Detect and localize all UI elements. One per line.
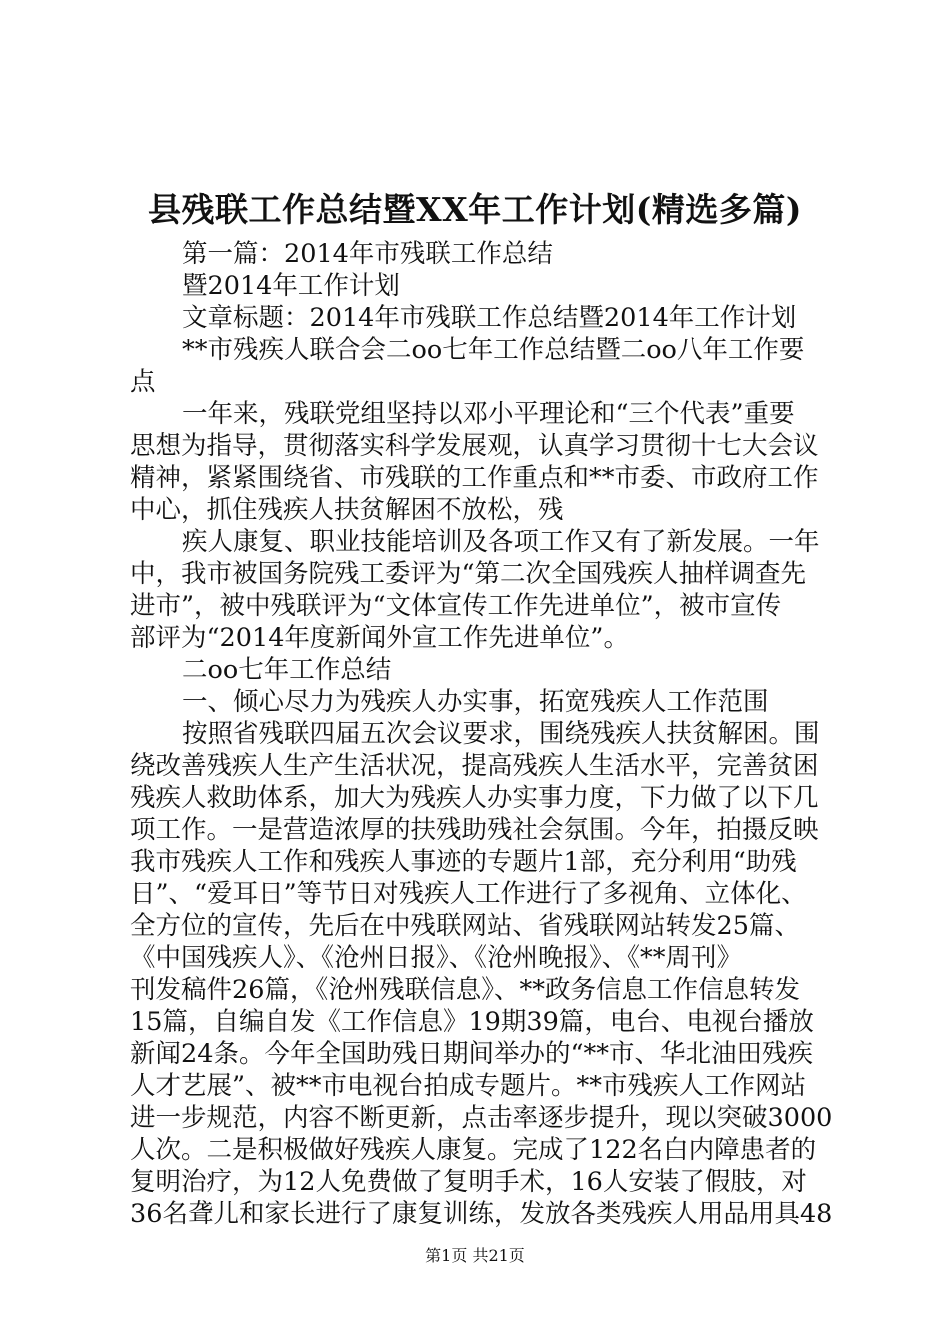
text-line: 二oo七年工作总结 xyxy=(182,655,392,685)
text-line: 复明治疗，为12人免费做了复明手术，16人安装了假肢，对 xyxy=(130,1167,807,1197)
text-line: 第一篇：2014年市残联工作总结 xyxy=(182,239,553,269)
text-line: 疾人康复、职业技能培训及各项工作又有了新发展。一年 xyxy=(182,527,820,557)
text-line: 暨2014年工作计划 xyxy=(182,271,400,301)
text-line: 15篇，自编自发《工作信息》19期39篇，电台、电视台播放 xyxy=(130,1007,814,1037)
text-line: 部评为“2014年度新闻外宣工作先进单位”。 xyxy=(130,623,629,653)
document-title: 县残联工作总结暨XX年工作计划(精选多篇) xyxy=(148,190,802,229)
text-line: 文章标题：2014年市残联工作总结暨2014年工作计划 xyxy=(182,303,797,333)
text-line: 一年来，残联党组坚持以邓小平理论和“三个代表”重要 xyxy=(182,399,795,429)
text-line: 一、倾心尽力为残疾人办实事，拓宽残疾人工作范围 xyxy=(182,687,769,717)
text-line: 日”、“爱耳日”等节日对残疾人工作进行了多视角、立体化、 xyxy=(130,879,807,909)
text-line: **市残疾人联合会二oo七年工作总结暨二oo八年工作要 xyxy=(182,335,805,365)
text-line: 进市”，被中残联评为“文体宣传工作先进单位”，被市宣传 xyxy=(130,591,782,621)
text-line: 绕改善残疾人生产生活状况，提高残疾人生活水平，完善贫困 xyxy=(130,751,819,781)
text-line: 人次。二是积极做好残疾人康复。完成了122名白内障患者的 xyxy=(130,1135,817,1165)
text-line: 残疾人救助体系，加大为残疾人办实事力度，下力做了以下几 xyxy=(130,783,819,813)
text-line: 中心，抓住残疾人扶贫解困不放松，残 xyxy=(130,495,564,525)
text-line: 刊发稿件26篇，《沧州残联信息》、**政务信息工作信息转发 xyxy=(130,975,800,1005)
text-line: 进一步规范，内容不断更新，点击率逐步提升，现以突破3000 xyxy=(130,1103,833,1133)
text-line: 人才艺展”、被**市电视台拍成专题片。**市残疾人工作网站 xyxy=(130,1071,807,1101)
text-line: 项工作。一是营造浓厚的扶残助残社会氛围。今年，拍摄反映 xyxy=(130,815,819,845)
page-footer: 第1页 共21页 xyxy=(425,1246,525,1265)
text-line: 我市残疾人工作和残疾人事迹的专题片1部，充分利用“助残 xyxy=(130,847,797,877)
text-line: 思想为指导，贯彻落实科学发展观，认真学习贯彻十七大会议 xyxy=(130,431,819,461)
text-line: 精神，紧紧围绕省、市残联的工作重点和**市委、市政府工作 xyxy=(130,463,819,493)
text-line: 按照省残联四届五次会议要求，围绕残疾人扶贫解困。围 xyxy=(182,719,820,749)
text-line: 新闻24条。今年全国助残日期间举办的“**市、华北油田残疾 xyxy=(130,1039,813,1069)
text-line: 《中国残疾人》、《沧州日报》、《沧州晚报》、《**周刊》 xyxy=(130,943,743,973)
text-line: 中，我市被国务院残工委评为“第二次全国残疾人抽样调查先 xyxy=(130,559,807,589)
document-body xyxy=(130,238,833,1230)
text-line: 点 xyxy=(130,367,156,397)
text-line: 36名聋儿和家长进行了康复训练，发放各类残疾人用品用具48 xyxy=(130,1199,833,1229)
text-line: 全方位的宣传，先后在中残联网站、省残联网站转发25篇、 xyxy=(130,911,800,941)
